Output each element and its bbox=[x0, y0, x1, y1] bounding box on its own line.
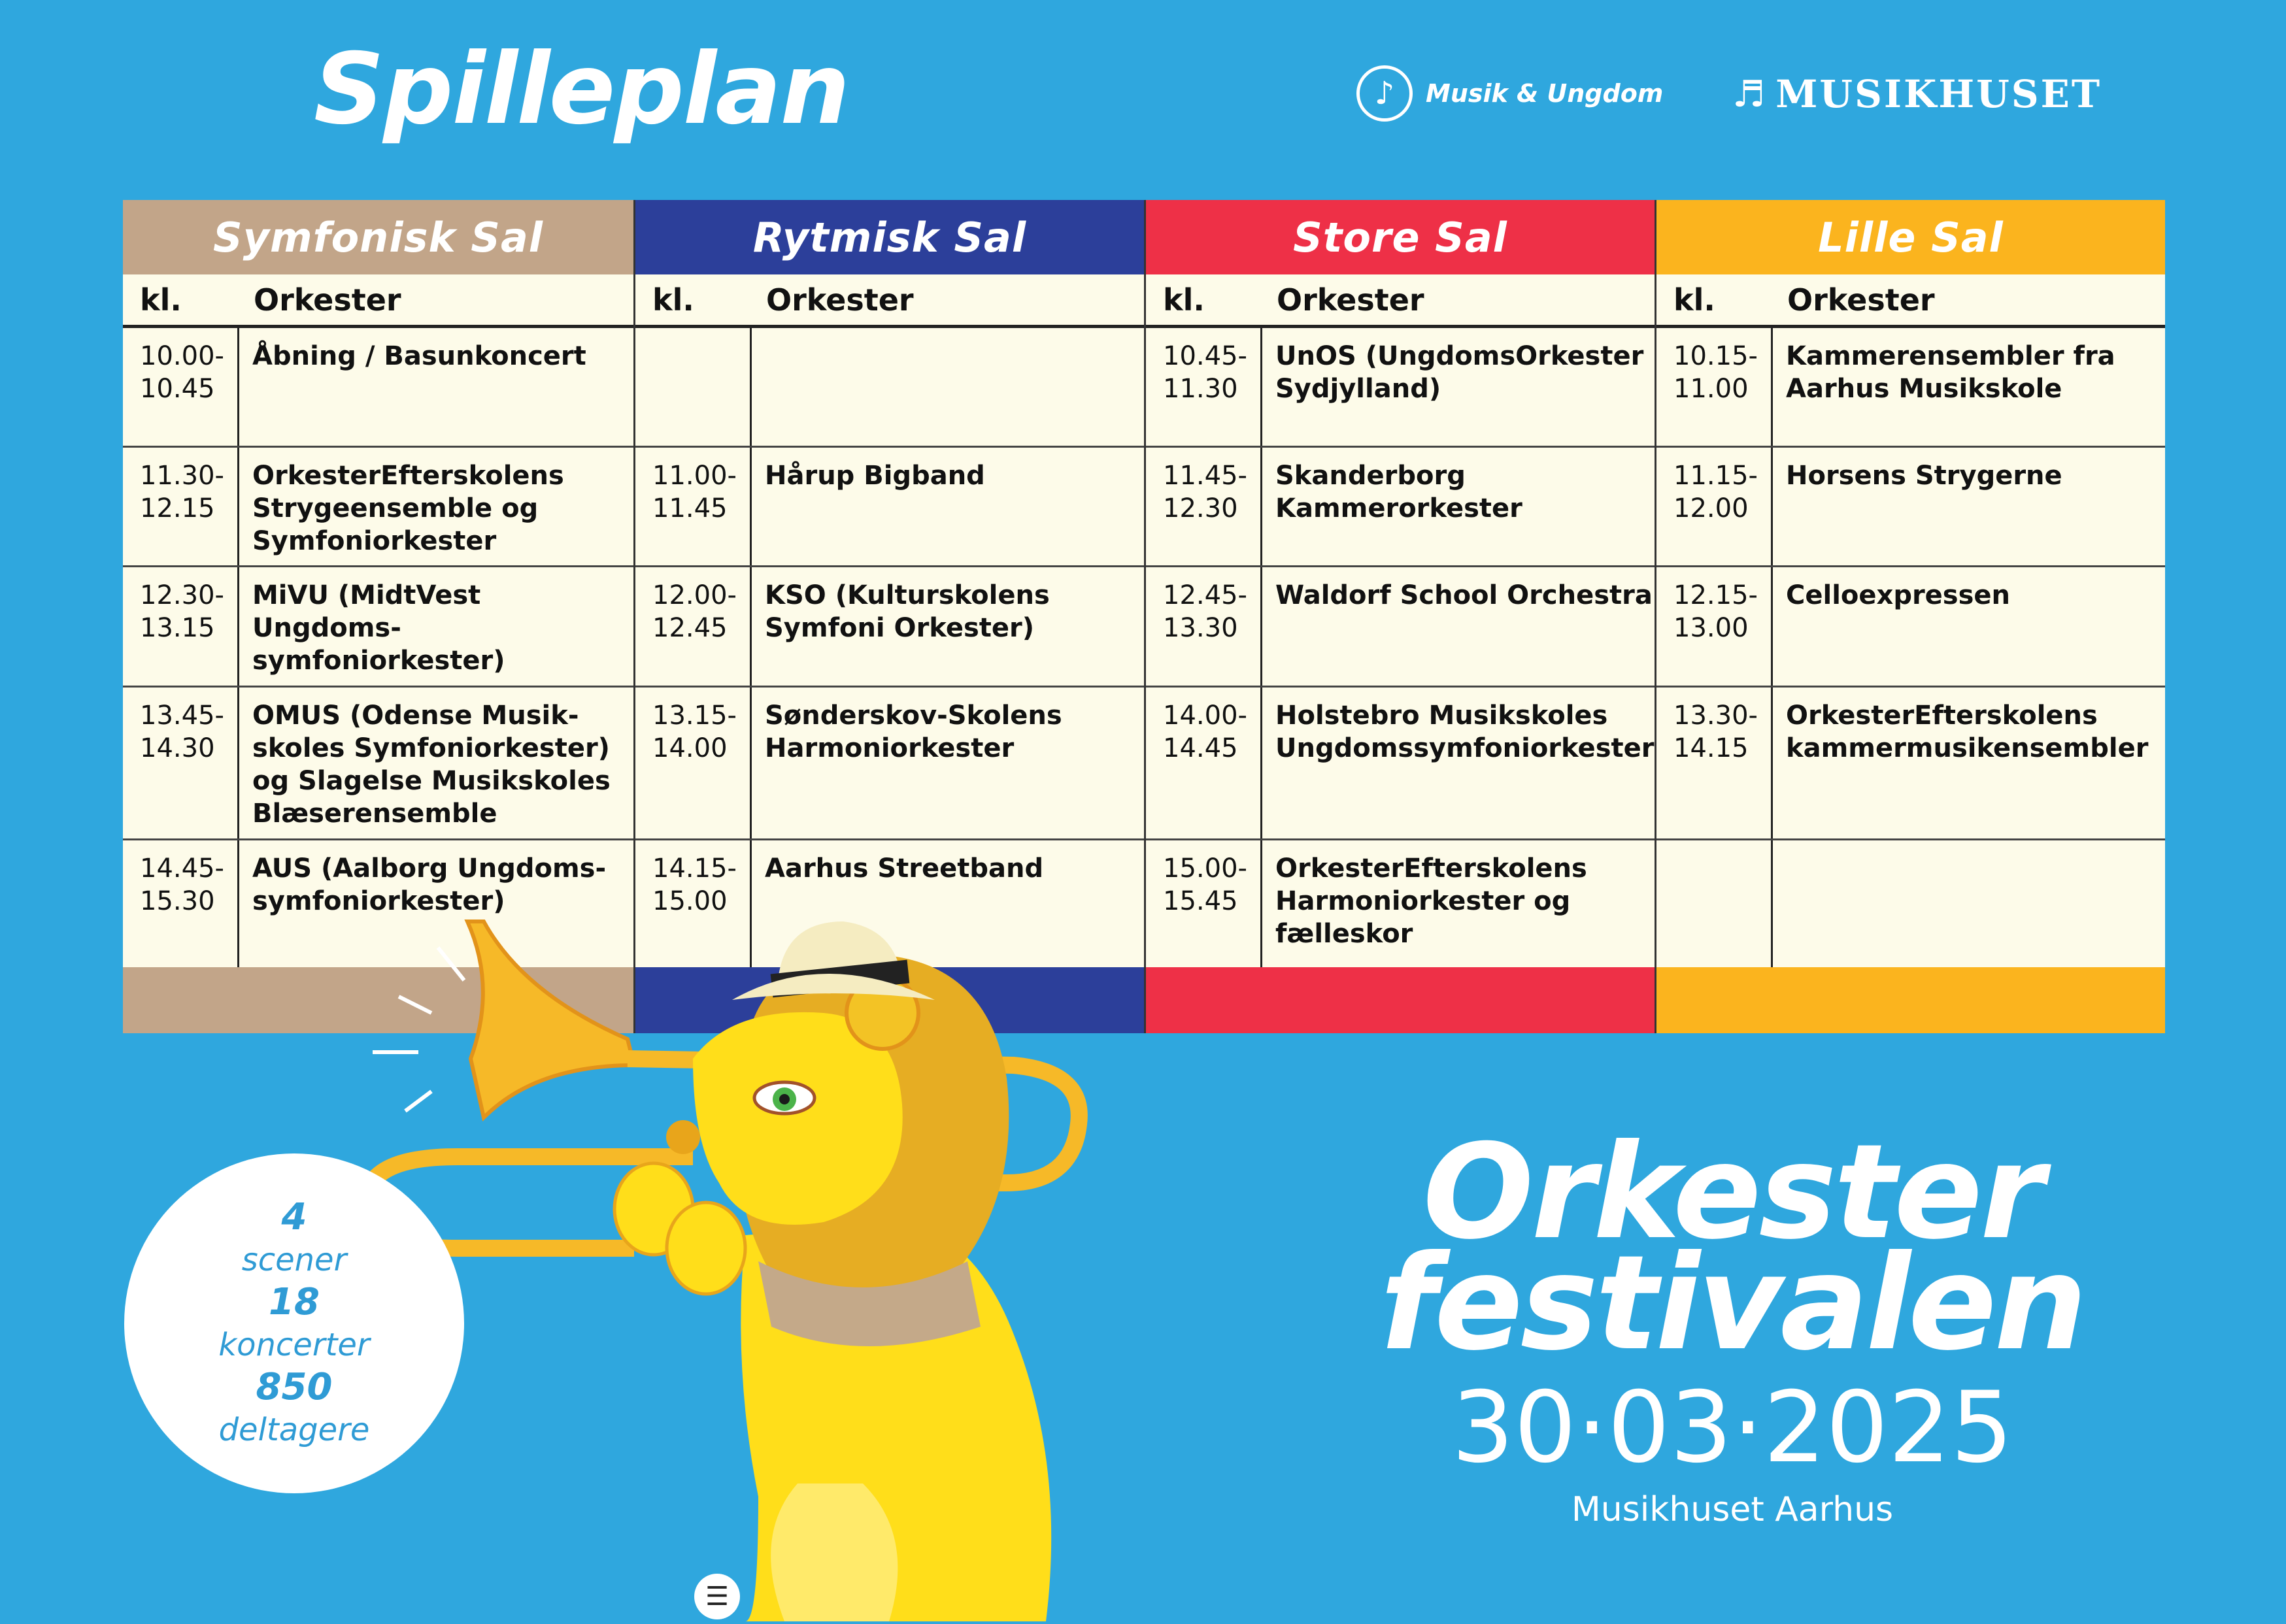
venue-column bbox=[1144, 200, 1655, 1033]
stat-number-stages: 4 bbox=[281, 1196, 307, 1238]
festival-title-block bbox=[1347, 1116, 2118, 1529]
schedule-time: 12.45- 13.30 bbox=[1146, 567, 1262, 686]
festival-title-line2: festivalen bbox=[1380, 1227, 2085, 1380]
schedule-orchestra: Horsens Strygerne bbox=[1786, 461, 2062, 491]
schedule-orchestra: OrkesterEfterskolens kammermusikensembler bbox=[1786, 701, 2149, 763]
schedule-row bbox=[635, 688, 1144, 840]
schedule-orchestra bbox=[752, 328, 1144, 446]
schedule-row bbox=[123, 688, 633, 840]
schedule-row bbox=[1146, 328, 1655, 448]
schedule-row bbox=[123, 567, 633, 688]
venue-header: Symfonisk Sal bbox=[123, 200, 633, 274]
musikhuset-logo bbox=[1732, 72, 2102, 116]
schedule-orchestra: Åbning / Basunkoncert bbox=[252, 341, 586, 371]
schedule-time: 13.15- 14.00 bbox=[635, 688, 752, 838]
schedule-time: 13.45- 14.30 bbox=[123, 688, 239, 838]
column-header-time: kl. bbox=[1673, 282, 1715, 318]
page-title: Spilleplan bbox=[314, 33, 849, 146]
schedule-orchestra: Celloexpressen bbox=[1786, 580, 2011, 610]
music-note-circle-icon: ♪ bbox=[1356, 65, 1413, 122]
venue-footer-band bbox=[1656, 967, 2165, 1033]
musik-og-ungdom-logo bbox=[1356, 65, 1663, 122]
column-header-time: kl. bbox=[140, 282, 182, 318]
stat-label-participants: deltagere bbox=[218, 1412, 370, 1448]
logo2-text: MUSIKHUSET bbox=[1775, 72, 2102, 116]
schedule-row bbox=[123, 448, 633, 567]
venue-header: Lille Sal bbox=[1656, 200, 2165, 274]
schedule-time: 10.45- 11.30 bbox=[1146, 328, 1262, 446]
column-header-orchestra: Orkester bbox=[766, 282, 914, 318]
festival-date: 30·03·2025 bbox=[1451, 1371, 2013, 1485]
schedule-row bbox=[1656, 840, 2165, 967]
schedule-row bbox=[635, 448, 1144, 567]
schedule-orchestra: AUS (Aalborg Ungdoms- symfoniorkester) bbox=[252, 853, 607, 916]
schedule-row bbox=[1146, 688, 1655, 840]
schedule-time: 10.15- 11.00 bbox=[1656, 328, 1773, 446]
festival-venue: Musikhuset Aarhus bbox=[1571, 1490, 1894, 1529]
schedule-row bbox=[1146, 567, 1655, 688]
menu-icon: ☰ bbox=[694, 1574, 740, 1619]
column-header-time: kl. bbox=[652, 282, 694, 318]
schedule-row bbox=[635, 328, 1144, 448]
schedule-orchestra: KSO (Kulturskolens Symfoni Orkester) bbox=[765, 580, 1050, 643]
schedule-orchestra: Holstebro Musikskoles Ungdomssymfoniorkester bbox=[1275, 701, 1655, 763]
stat-label-stages: scener bbox=[241, 1242, 347, 1278]
schedule-row bbox=[1656, 688, 2165, 840]
column-header-row bbox=[123, 274, 633, 328]
schedule-orchestra: UnOS (UngdomsOrkester Sydjylland) bbox=[1275, 341, 1644, 404]
stat-label-concerts: koncerter bbox=[218, 1327, 370, 1363]
schedule-time: 12.00- 12.45 bbox=[635, 567, 752, 686]
schedule-time: 14.00- 14.45 bbox=[1146, 688, 1262, 838]
schedule-row bbox=[1656, 567, 2165, 688]
schedule-orchestra: OrkesterEfterskolens Strygeensemble og Symfoniorkester bbox=[252, 461, 564, 556]
schedule-time: 12.30- 13.15 bbox=[123, 567, 239, 686]
schedule-orchestra: OrkesterEfterskolens Harmoniorkester og fælleskor bbox=[1275, 853, 1587, 949]
column-header-orchestra: Orkester bbox=[1787, 282, 1935, 318]
stat-number-participants: 850 bbox=[256, 1366, 333, 1408]
festival-title-line1: Orkester bbox=[1422, 1116, 2042, 1268]
schedule-time: 11.30- 12.15 bbox=[123, 448, 239, 565]
schedule-row bbox=[1656, 448, 2165, 567]
venue-header: Store Sal bbox=[1146, 200, 1655, 274]
schedule-time: 11.45- 12.30 bbox=[1146, 448, 1262, 565]
schedule-time: 12.15- 13.00 bbox=[1656, 567, 1773, 686]
schedule-orchestra: Hårup Bigband bbox=[765, 461, 985, 491]
stat-number-concerts: 18 bbox=[269, 1281, 320, 1323]
schedule-time bbox=[635, 328, 752, 446]
column-header-orchestra: Orkester bbox=[254, 282, 401, 318]
schedule-orchestra: Kammerensembler fra Aarhus Musikskole bbox=[1786, 341, 2115, 404]
schedule-orchestra: MiVU (MidtVest Ungdoms- symfoniorkester) bbox=[252, 580, 505, 676]
column-header-row bbox=[635, 274, 1144, 328]
schedule-time: 13.30- 14.15 bbox=[1656, 688, 1773, 838]
schedule-row bbox=[635, 567, 1144, 688]
column-header-time: kl. bbox=[1163, 282, 1205, 318]
schedule-time: 15.00- 15.45 bbox=[1146, 840, 1262, 967]
schedule-time: 11.15- 12.00 bbox=[1656, 448, 1773, 565]
schedule-time: 11.00- 11.45 bbox=[635, 448, 752, 565]
schedule-row bbox=[123, 328, 633, 448]
schedule-time: 10.00- 10.45 bbox=[123, 328, 239, 446]
schedule-time bbox=[1656, 840, 1773, 967]
column-header-row bbox=[1656, 274, 2165, 328]
schedule-orchestra bbox=[1773, 840, 2165, 967]
schedule-row bbox=[1146, 448, 1655, 567]
venue-body bbox=[1656, 274, 2165, 967]
schedule-orchestra: Skanderborg Kammerorkester bbox=[1275, 461, 1522, 523]
schedule-row bbox=[1146, 840, 1655, 967]
stats-circle bbox=[124, 1153, 464, 1493]
music-wave-icon: ♬ bbox=[1732, 73, 1766, 116]
venue-body bbox=[1146, 274, 1655, 967]
schedule-time: 14.45- 15.30 bbox=[123, 840, 239, 967]
column-header-orchestra: Orkester bbox=[1277, 282, 1424, 318]
schedule-time: 14.15- 15.00 bbox=[635, 840, 752, 967]
venue-body bbox=[635, 274, 1144, 967]
venue-body bbox=[123, 274, 633, 967]
schedule-orchestra: OMUS (Odense Musik- skoles Symfoniorkester) og Slagelse Musikskoles Blæserensemble bbox=[252, 701, 611, 829]
venue-header: Rytmisk Sal bbox=[635, 200, 1144, 274]
venue-footer-band bbox=[1146, 967, 1655, 1033]
venue-column bbox=[1655, 200, 2165, 1033]
schedule-orchestra: Aarhus Streetband bbox=[765, 853, 1044, 884]
schedule-row bbox=[1656, 328, 2165, 448]
schedule-orchestra: Sønderskov-Skolens Harmoniorkester bbox=[765, 701, 1062, 763]
logo1-text: Musik & Ungdom bbox=[1426, 79, 1664, 108]
schedule-orchestra: Waldorf School Orchestra bbox=[1275, 580, 1653, 610]
column-header-row bbox=[1146, 274, 1655, 328]
